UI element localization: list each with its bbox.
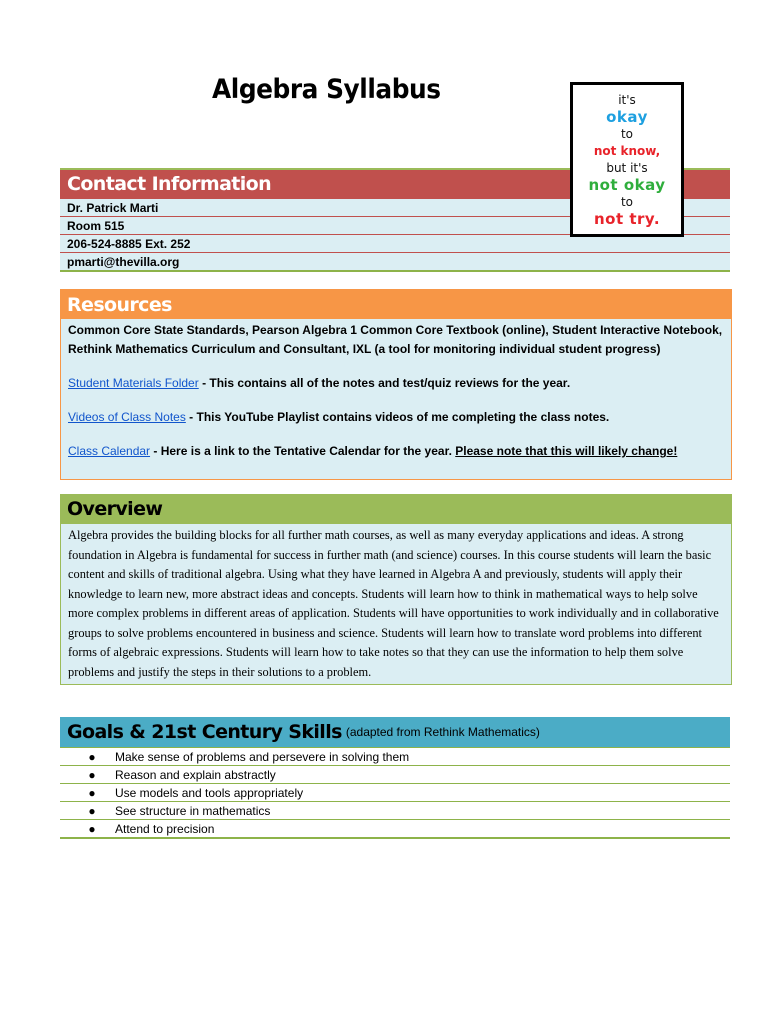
- poster-line: to: [620, 127, 634, 141]
- goal-text: Use models and tools appropriately: [115, 786, 304, 800]
- poster-line: not try.: [593, 210, 661, 228]
- bullet: ●: [88, 768, 96, 782]
- contact-room: Room 515: [60, 216, 730, 234]
- goals-subheading: (adapted from Rethink Mathematics): [345, 725, 540, 739]
- poster-line: but it's: [606, 161, 648, 175]
- section-heading: Overview: [60, 494, 732, 524]
- list-item: [60, 747, 730, 765]
- goals-heading: Goals & 21st Century Skills: [67, 721, 342, 743]
- resource-description: - This YouTube Playlist contains videos of me completing the class notes.: [185, 410, 610, 424]
- section-heading: Contact Information: [60, 168, 730, 198]
- overview-text: Algebra provides the building blocks for all further math courses, as well as many everyday applications and ideas. A strong foundation in Algebra is fundamental for success in further math (and science) courses. In this course students will learn the basic content and skills of traditional algebra. Using what they have learned in Algebra A and previously, students will apply their knowledge to learn new, more abstract ideas and concepts. Students will learn how to think in mathematical ways to help solve more complex problems in different areas of application. Students will have opportunities to work individually and in collaborative groups to solve problems encountered in business and science. Students will learn how to translate word problems into different forms of algebraic expressions. Students will learn how to take notes so that they can use the information to help them solve problems and justify the steps in their solutions to a problem.: [68, 528, 719, 679]
- goals-section: [60, 717, 730, 839]
- list-item: [60, 765, 730, 783]
- poster-line: not okay: [588, 176, 666, 194]
- list-item: [60, 801, 730, 819]
- resource-item: [68, 408, 724, 427]
- poster-line: okay: [606, 108, 648, 126]
- section-heading: [60, 717, 730, 747]
- resources-intro: Common Core State Standards, Pearson Algebra 1 Common Core Textbook (online), Student Interactive Notebook, Rethink Mathematics Curriculum and Consultant, IXL (a tool for monitoring individual student progress): [68, 323, 723, 356]
- contact-email: pmarti@thevilla.org: [60, 252, 730, 270]
- page-title: Algebra Syllabus: [212, 74, 441, 105]
- goal-text: See structure in mathematics: [115, 804, 271, 818]
- poster-line: it's: [618, 93, 636, 107]
- resource-description: - This contains all of the notes and test/quiz reviews for the year.: [198, 376, 571, 390]
- poster-line: [573, 109, 681, 125]
- list-item: [60, 819, 730, 837]
- bullet: ●: [88, 786, 96, 800]
- poster-line: to: [620, 195, 634, 209]
- resource-description: - Here is a link to the Tentative Calendar for the year.: [150, 444, 456, 458]
- student-materials-link[interactable]: Student Materials Folder: [68, 376, 199, 390]
- goal-text: Reason and explain abstractly: [115, 768, 276, 782]
- bullet: ●: [88, 750, 96, 764]
- overview-section: [60, 494, 732, 685]
- class-calendar-link[interactable]: Class Calendar: [68, 444, 151, 458]
- contact-phone: 206-524-8885 Ext. 252: [60, 234, 730, 252]
- goal-text: Attend to precision: [115, 822, 215, 836]
- resource-item: [68, 442, 724, 461]
- resources-section: [60, 289, 732, 480]
- calendar-note: Please note that this will likely change!: [455, 444, 678, 458]
- bullet: ●: [88, 804, 96, 818]
- motivational-poster: [570, 82, 684, 237]
- bullet: ●: [88, 822, 96, 836]
- list-item: [60, 783, 730, 801]
- goal-text: Make sense of problems and persevere in solving them: [115, 750, 410, 764]
- class-notes-videos-link[interactable]: Videos of Class Notes: [68, 410, 186, 424]
- contact-name: Dr. Patrick Marti: [60, 198, 730, 216]
- resource-item: [68, 374, 724, 393]
- poster-line: not know,: [593, 144, 661, 158]
- section-heading: Resources: [60, 289, 732, 319]
